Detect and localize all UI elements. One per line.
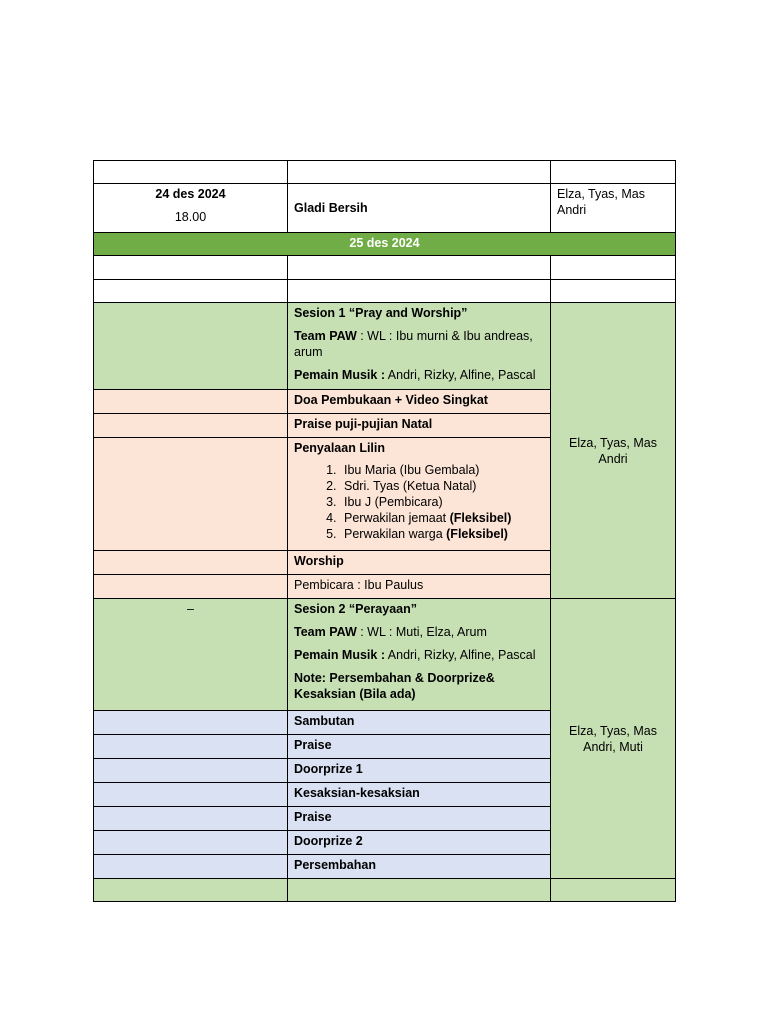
- empty-cell: [94, 855, 288, 879]
- worship-item: Worship: [288, 551, 551, 575]
- sesion1-details: [288, 303, 551, 390]
- empty-cell: [94, 414, 288, 438]
- empty-cell: [551, 256, 676, 280]
- sesion2-item: Doorprize 1: [288, 759, 551, 783]
- empty-cell: [551, 879, 676, 902]
- musik-label: Pemain Musik :: [294, 648, 385, 662]
- doa-item: Doa Pembukaan + Video Singkat: [288, 390, 551, 414]
- sesion2-row: [94, 599, 676, 711]
- empty-cell: [288, 256, 551, 280]
- sesion2-note: Note: Persembahan & Doorprize& Kesaksian (Bila ada): [294, 671, 495, 701]
- empty-cell: [94, 783, 288, 807]
- gladi-row: [94, 184, 676, 233]
- empty-cell: [94, 711, 288, 735]
- pembicara-item: Pembicara : Ibu Paulus: [288, 575, 551, 599]
- musik-value: Andri, Rizky, Alfine, Pascal: [385, 368, 536, 382]
- empty-cell: [288, 161, 551, 184]
- lilin-cell: [288, 438, 551, 551]
- table-row: [94, 256, 676, 280]
- item-text: Ibu J (Pembicara): [344, 495, 443, 509]
- empty-cell: [94, 879, 288, 902]
- sesion2-item: Kesaksian-kesaksian: [288, 783, 551, 807]
- empty-cell: [94, 575, 288, 599]
- sesion1-team: [294, 328, 544, 360]
- sesion1-musik: [294, 367, 544, 383]
- empty-cell: [94, 831, 288, 855]
- gladi-event: Gladi Bersih: [288, 184, 551, 233]
- sesion1-title: Sesion 1 “Pray and Worship”: [294, 306, 468, 320]
- list-item: [340, 494, 544, 510]
- empty-cell: [94, 759, 288, 783]
- sesion2-team: [294, 624, 544, 640]
- table-row: [94, 280, 676, 303]
- date-header-row: [94, 233, 676, 256]
- empty-cell: [288, 280, 551, 303]
- gladi-date: 24 des 2024: [155, 187, 226, 201]
- sesion2-item: Persembahan: [288, 855, 551, 879]
- sesion2-pic: Elza, Tyas, Mas Andri, Muti: [551, 599, 676, 879]
- item-bold: (Fleksibel): [446, 527, 508, 541]
- empty-cell: [94, 390, 288, 414]
- musik-label: Pemain Musik :: [294, 368, 385, 382]
- empty-cell: [94, 256, 288, 280]
- sesion2-musik: [294, 647, 544, 663]
- empty-cell: [288, 879, 551, 902]
- table-row: [94, 879, 676, 902]
- empty-cell: [94, 438, 288, 551]
- sesion2-time: –: [94, 599, 288, 711]
- lilin-title: Penyalaan Lilin: [294, 441, 386, 455]
- table-row: [94, 161, 676, 184]
- team-value: : WL : Ibu murni & Ibu andreas, arum: [294, 329, 533, 359]
- sesion2-item: Praise: [288, 735, 551, 759]
- gladi-pic: Elza, Tyas, Mas Andri: [551, 184, 676, 233]
- gladi-time: 18.00: [174, 210, 207, 224]
- sesion2-item: Praise: [288, 807, 551, 831]
- empty-cell: [551, 161, 676, 184]
- schedule-table: [93, 160, 676, 902]
- sesion1-pic: Elza, Tyas, Mas Andri: [551, 303, 676, 599]
- empty-cell: [94, 280, 288, 303]
- item-text: Sdri. Tyas (Ketua Natal): [344, 479, 477, 493]
- praise-natal-item: Praise puji-pujian Natal: [288, 414, 551, 438]
- empty-cell: [94, 807, 288, 831]
- empty-cell: [551, 280, 676, 303]
- date-header: 25 des 2024: [94, 233, 676, 256]
- item-text: Perwakilan jemaat: [344, 511, 450, 525]
- list-item: [340, 526, 544, 542]
- sesion2-item: Doorprize 2: [288, 831, 551, 855]
- sesion2-details: [288, 599, 551, 711]
- team-label: Team PAW: [294, 625, 357, 639]
- empty-cell: [94, 161, 288, 184]
- empty-cell: [94, 735, 288, 759]
- gladi-datetime-cell: [94, 184, 288, 233]
- item-text: Ibu Maria (Ibu Gembala): [344, 463, 480, 477]
- sesion1-row: [94, 303, 676, 390]
- item-text: Perwakilan warga: [344, 527, 447, 541]
- musik-value: Andri, Rizky, Alfine, Pascal: [385, 648, 536, 662]
- empty-cell: [94, 551, 288, 575]
- list-item: [340, 462, 544, 478]
- item-bold: (Fleksibel): [449, 511, 512, 525]
- list-item: [340, 510, 544, 526]
- team-value: : WL : Muti, Elza, Arum: [356, 625, 487, 639]
- sesion1-time-cell: [94, 303, 288, 390]
- sesion2-title: Sesion 2 “Perayaan”: [294, 602, 417, 616]
- sesion2-item: Sambutan: [288, 711, 551, 735]
- lilin-list: [294, 462, 544, 542]
- team-label: Team PAW: [294, 329, 357, 343]
- list-item: [340, 478, 544, 494]
